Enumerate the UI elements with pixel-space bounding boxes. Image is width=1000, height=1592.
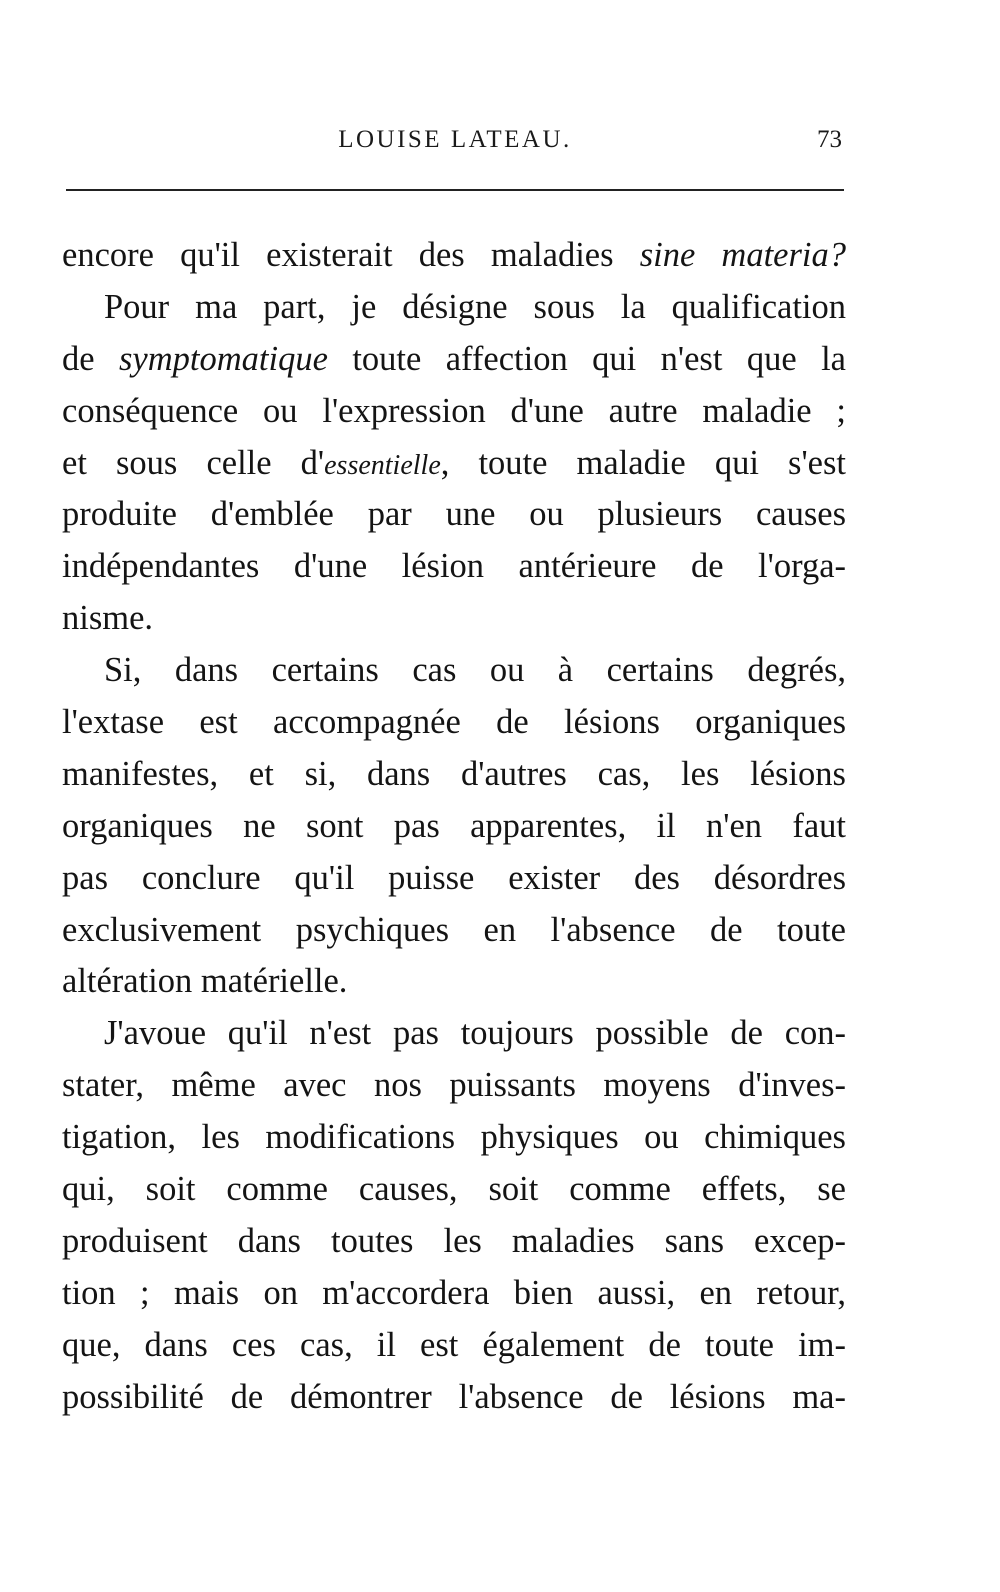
line-text: pas conclure qu'il puisse exister des désordres	[62, 858, 846, 897]
text-line	[62, 1216, 846, 1268]
running-title: LOUISE LATEAU.	[338, 126, 572, 153]
italic-phrase: sine materia?	[639, 236, 846, 274]
text-line	[62, 1268, 846, 1320]
line-text: produisent dans toutes les maladies sans excep-	[62, 1221, 846, 1260]
line-text: Pour ma part, je désigne sous la qualification	[104, 287, 846, 326]
line-text: J'avoue qu'il n'est pas toujours possible de con-	[104, 1014, 846, 1053]
paragraph-start-line	[62, 645, 846, 697]
text-line	[62, 1060, 846, 1112]
line-text: possibilité de démontrer l'absence de lésions ma-	[62, 1377, 846, 1416]
paragraph-end-line	[62, 956, 846, 1008]
text-line	[62, 905, 846, 957]
running-head	[60, 126, 850, 166]
text-line	[62, 1372, 846, 1424]
line-text: organiques ne sont pas apparentes, il n'en faut	[62, 806, 846, 845]
line-text: Si, dans certains cas ou à certains degrés,	[104, 651, 846, 690]
line-text: , toute maladie qui s'est	[440, 443, 846, 482]
line-text: produite d'emblée par une ou plusieurs causes	[62, 495, 846, 534]
paragraph-start-line	[62, 1008, 846, 1060]
text-line	[62, 801, 846, 853]
line-text: qui, soit comme causes, soit comme effets, se	[62, 1170, 846, 1209]
line-text: exclusivement psychiques en l'absence de toute	[62, 910, 846, 949]
header-rule	[66, 189, 844, 191]
text-line	[62, 438, 846, 490]
line-text: indépendantes d'une lésion antérieure de l'orga-	[62, 547, 846, 586]
page-number: 73	[817, 126, 842, 153]
line-text: que, dans ces cas, il est également de toute im-	[62, 1325, 846, 1364]
text-line	[62, 1112, 846, 1164]
line-text: stater, même avec nos puissants moyens d'inves-	[62, 1066, 846, 1105]
body-text	[62, 230, 846, 1423]
text-line	[62, 1320, 846, 1372]
text-line	[62, 697, 846, 749]
text-line	[62, 1164, 846, 1216]
line-text: et sous celle d'	[62, 443, 325, 482]
text-line	[62, 541, 846, 593]
text-line	[62, 853, 846, 905]
line-text: tigation, les modifications physiques ou chimiques	[62, 1118, 846, 1157]
line-text: l'extase est accompagnée de lésions organiques	[62, 703, 846, 742]
italic-term: symptomatique	[119, 339, 328, 378]
line-text: toute affection qui n'est que la	[327, 339, 846, 378]
text-line	[62, 386, 846, 438]
line-text: nisme.	[62, 599, 154, 638]
italic-term: essentielle	[324, 449, 441, 481]
paragraph-end-line	[62, 593, 846, 645]
line-text: tion ; mais on m'accordera bien aussi, en retour,	[62, 1273, 846, 1312]
text-line	[62, 489, 846, 541]
line-text: altération matérielle.	[62, 962, 348, 1001]
line-text: de	[62, 339, 119, 378]
text-line	[62, 230, 846, 282]
text-line	[62, 334, 846, 386]
line-text: manifestes, et si, dans d'autres cas, les lésions	[62, 754, 846, 793]
line-text: encore qu'il existerait des maladies	[62, 236, 640, 274]
line-text: conséquence ou l'expression d'une autre maladie ;	[62, 391, 846, 430]
paragraph-start-line	[62, 282, 846, 334]
text-line	[62, 749, 846, 801]
